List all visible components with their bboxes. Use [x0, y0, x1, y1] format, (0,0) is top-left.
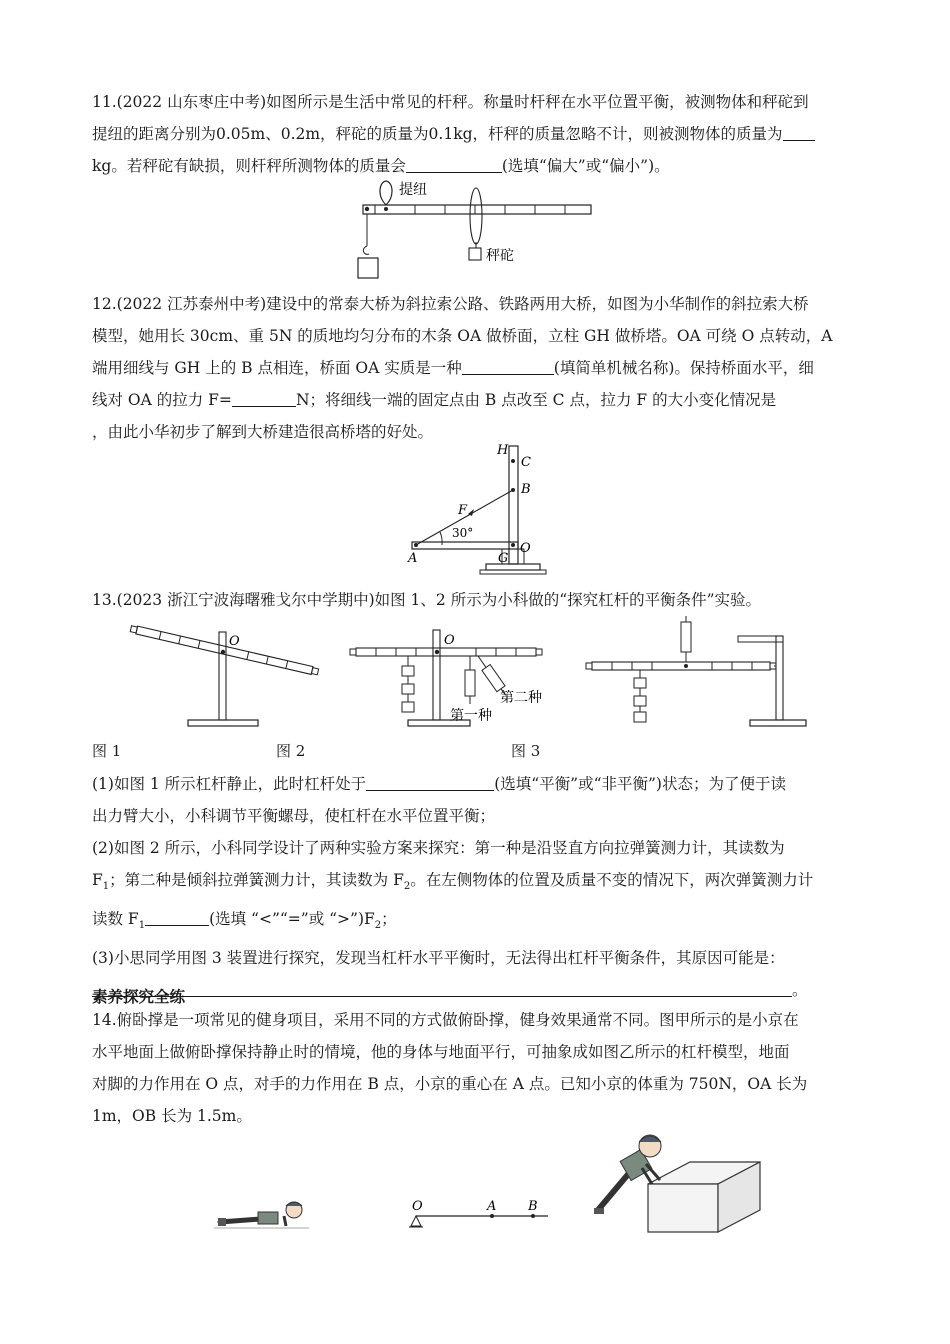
bridge-figure — [402, 438, 562, 578]
label-o: O — [520, 541, 531, 556]
label-o-model: O — [412, 1199, 423, 1214]
q12-line-4: 线对 OA 的拉力 F= N；将细线一端的固定点由 B 点改至 C 点，拉力 F 的大小变化情况是 — [92, 384, 862, 416]
lever-figure-1 — [128, 624, 328, 736]
weight-block — [469, 248, 481, 260]
label-b: B — [521, 482, 531, 497]
fig2-caption: 图 2 — [276, 742, 306, 760]
q12-line-3: 端用细线与 GH 上的 B 点相连，桥面 OA 实质是一种 (填简单机械名称)。保持桥面水平，细 — [92, 352, 862, 384]
fig2-method-2: 第二种 — [500, 690, 542, 706]
q14-line-2: 水平地面上做俯卧撑保持静止时的情境，他的身体与地面平行，可抽象成如图乙所示的杠杆模型，地面 — [92, 1043, 790, 1061]
label-angle: 30° — [452, 526, 474, 540]
q13-answer-blank-3[interactable] — [92, 978, 792, 997]
q11-line-2: 提纽的距离分别为0.05m、0.2m，秤砣的质量为0.1kg，杆秤的质量忽略不计，则被测物体的质量为 — [92, 118, 862, 150]
q13-part-1-line-2: 出力臂大小，小科调节平衡螺母，使杠杆在水平位置平衡； — [92, 807, 496, 825]
q13-part-3-line-2: 。 — [92, 974, 862, 1006]
q13-answer-blank-1[interactable] — [366, 772, 494, 791]
steelyard-figure — [355, 178, 600, 288]
label-h: H — [497, 443, 509, 458]
label-a: A — [408, 551, 418, 566]
lever-model-figure — [406, 1196, 556, 1232]
question-11 — [92, 86, 862, 182]
lever-figure-3 — [578, 612, 810, 736]
weight-label: 秤砣 — [486, 248, 514, 264]
pushup-ground-figure — [214, 1192, 314, 1232]
q11-line-1: 11.(2022 山东枣庄中考)如图所示是生活中常见的杆秤。称量时杆秤在水平位置平衡，被测物体和秤砣到 — [92, 93, 809, 111]
section-title: 素养探究全练 — [92, 988, 186, 1006]
q14-line-4: 1m，OB 长为 1.5m。 — [92, 1107, 252, 1125]
measured-object — [358, 258, 378, 278]
fig1-label-o: O — [229, 634, 240, 649]
question-13-parts — [92, 768, 862, 1006]
label-c: C — [521, 455, 531, 470]
fig2-label-o: O — [444, 633, 455, 648]
question-12 — [92, 288, 862, 448]
q13-part-2-line-2: $F_1$；第二种是倾斜拉弹簧测力计，其读数为 $F_2$。在左侧物体的位置及质量不变的情况下，两次弹簧测力计 — [92, 871, 814, 893]
q13-answer-blank-2[interactable] — [145, 907, 209, 926]
q12-line-5: ，由此小华初步了解到大桥建造很高桥塔的好处。 — [92, 423, 434, 441]
fig1-caption: 图 1 — [92, 742, 122, 760]
label-b-model: B — [528, 1199, 538, 1214]
weight-loop — [470, 188, 482, 244]
pushup-bench-figure — [590, 1126, 770, 1236]
question-13-intro: 13.(2023 浙江宁波海曙雅戈尔中学期中)如图 1、2 所示为小科做的“探究杠杆的平衡条件”实验。 — [92, 591, 762, 609]
q12-line-2: 模型，她用长 30cm、重 5N 的质地均匀分布的木条 OA 做桥面，立柱 GH 做桥塔。OA 可绕 O 点转动，A — [92, 327, 833, 345]
label-g: G — [498, 551, 509, 566]
lever-figure-2 — [346, 624, 556, 736]
q14-line-1: 14.俯卧撑是一项常见的健身项目，采用不同的方式做俯卧撑，健身效果通常不同。图甲所示的是小京在 — [92, 1011, 799, 1029]
q13-part-1-line-1: (1)如图 1 所示杠杆静止，此时杠杆处于 (选填“平衡”或“非平衡”)状态；为了便于读 — [92, 768, 862, 800]
q12-answer-blank-1[interactable] — [462, 356, 554, 375]
q11-answer-blank-1[interactable] — [783, 122, 815, 141]
knob-loop — [380, 181, 392, 205]
q11-answer-blank-2[interactable] — [406, 154, 502, 173]
deck-oa — [412, 542, 518, 549]
q13-part-2-line-1: (2)如图 2 所示，小科同学设计了两种实验方案来探究：第一种是沿竖直方向拉弹簧测力计，其读数为 — [92, 839, 785, 857]
question-14 — [92, 1004, 862, 1132]
knob-label: 提纽 — [399, 182, 427, 198]
q11-line-3: kg。若秤砣有缺损，则杆秤所测物体的质量会 (选填“偏大”或“偏小”)。 — [92, 150, 862, 182]
label-a-model: A — [487, 1199, 497, 1214]
q12-answer-blank-2[interactable] — [232, 388, 296, 407]
label-f: F — [458, 503, 468, 518]
q12-line-1: 12.(2022 江苏泰州中考)建设中的常泰大桥为斜拉索公路、铁路两用大桥，如图为小华制作的斜拉索大桥 — [92, 295, 809, 313]
fig3-caption: 图 3 — [511, 742, 541, 760]
q14-line-3: 对脚的力作用在 O 点，对手的力作用在 B 点，小京的重心在 A 点。已知小京的体重为 750N，OA 长为 — [92, 1075, 808, 1093]
q13-part-3-line-1: (3)小思同学用图 3 装置进行探究，发现当杠杆水平平衡时，无法得出杠杆平衡条件，其原因可能是： — [92, 949, 785, 968]
steelyard-beam — [363, 205, 591, 214]
fig2-method-1: 第一种 — [450, 708, 492, 724]
q13-part-2-line-3: 读数 $F_1$ (选填 “<”“=”或 “$>”)F_2$； — [92, 903, 862, 942]
